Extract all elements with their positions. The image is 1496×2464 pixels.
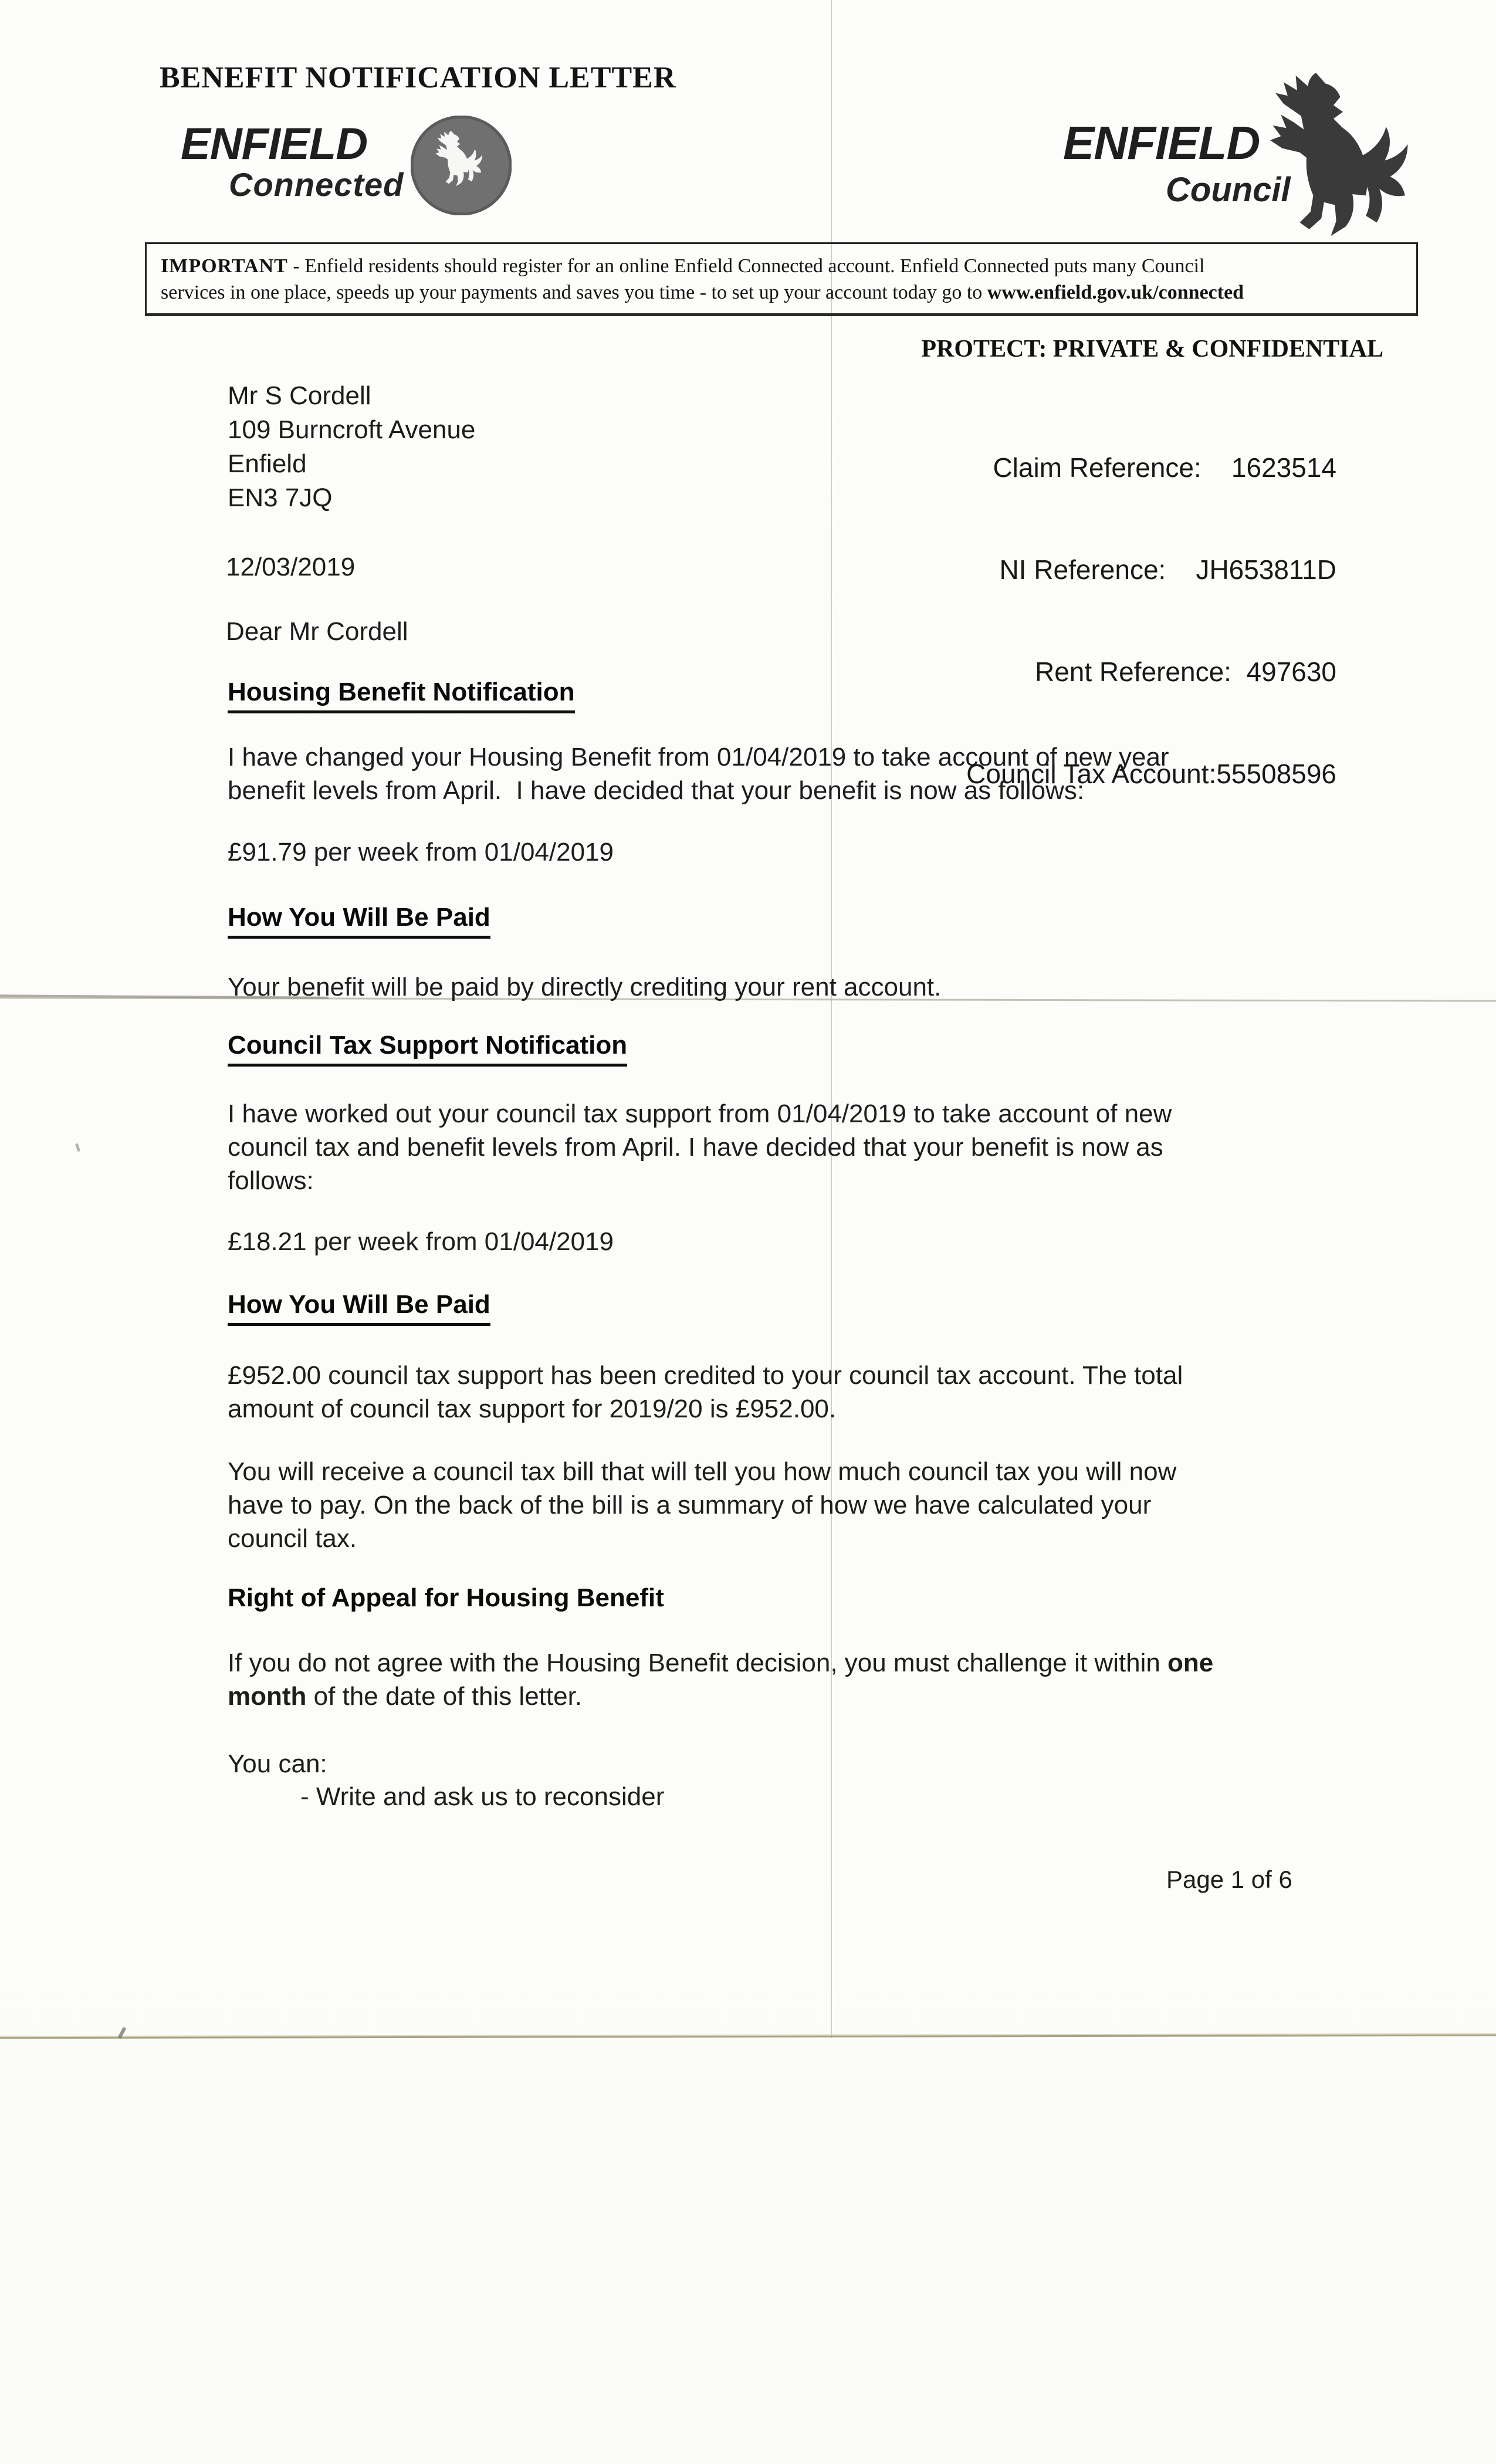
council-tax-account: Council Tax Account:55508596 — [966, 759, 1336, 789]
enfield-connected-tagline: Connected — [229, 166, 404, 203]
important-notice-box — [145, 242, 1418, 316]
housing-benefit-amount: £91.79 per week from 01/04/2019 — [228, 838, 614, 867]
enfield-council-tagline: Council — [1166, 171, 1291, 209]
recipient-address — [228, 379, 475, 515]
page-number: Page 1 of 6 — [1166, 1866, 1292, 1893]
important-notice-line1: IMPORTANT - Enfield residents should register for an online Enfield Connected account. Enfield Connected puts many Council — [161, 255, 1205, 277]
claim-reference: Claim Reference: 1623514 — [993, 452, 1336, 483]
rent-reference: Rent Reference: 497630 — [1034, 656, 1336, 687]
enfield-connected-wordmark: ENFIELD — [181, 119, 368, 169]
para-council-tax-support: I have worked out your council tax support from 01/04/2019 to take account of new council tax and benefit levels from April. I have decided that your benefit is now as follows: — [228, 1099, 1172, 1195]
enfield-connected-emblem — [411, 116, 512, 215]
address-line-street: 109 Burncroft Avenue — [228, 415, 476, 444]
heading-how-you-will-be-paid-1: How You Will Be Paid — [228, 903, 490, 939]
appeal-option-write-reconsider: - Write and ask us to reconsider — [300, 1782, 665, 1811]
heading-how-you-will-be-paid-2: How You Will Be Paid — [228, 1291, 490, 1326]
para-right-of-appeal: If you do not agree with the Housing Benefit decision, you must challenge it within one month of the date of this letter. — [228, 1649, 1214, 1711]
address-line-town: Enfield — [228, 449, 307, 478]
scan-speck — [75, 1143, 80, 1152]
connected-url: www.enfield.gov.uk/connected — [987, 282, 1244, 303]
ni-reference: NI Reference: JH653811D — [999, 554, 1336, 585]
heading-right-of-appeal: Right of Appeal for Housing Benefit — [228, 1583, 664, 1612]
para-housing-benefit-change: I have changed your Housing Benefit from 01/04/2019 to take account of new year benefit levels from April. I have decided that your benefit is now as follows: — [228, 743, 1169, 805]
address-line-postcode: EN3 7JQ — [228, 483, 333, 512]
document-title: BENEFIT NOTIFICATION LETTER — [160, 61, 676, 94]
para-how-paid-housing: Your benefit will be paid by directly crediting your rent account. — [228, 973, 942, 1001]
you-can-label: You can: — [228, 1749, 327, 1778]
address-line-name: Mr S Cordell — [228, 381, 371, 410]
letter-date: 12/03/2019 — [226, 553, 356, 581]
heading-council-tax-support-notification: Council Tax Support Notification — [228, 1031, 627, 1067]
important-label: IMPORTANT — [161, 255, 288, 277]
enfield-beast-icon — [1266, 66, 1414, 242]
council-tax-support-amount: £18.21 per week from 01/04/2019 — [228, 1227, 614, 1256]
important-notice-line2: services in one place, speeds up your payments and saves you time - to set up your account today go to www.enfield.gov.uk/connected — [161, 282, 1244, 303]
salutation: Dear Mr Cordell — [226, 617, 408, 646]
para-council-tax-bill: You will receive a council tax bill that will tell you how much council tax you will now have to pay. On the back of the bill is a summary of how we have calculated your council tax. — [228, 1457, 1177, 1553]
enfield-council-wordmark: ENFIELD — [1063, 117, 1260, 169]
heading-housing-benefit-notification: Housing Benefit Notification — [228, 678, 575, 713]
protect-marking: PROTECT: PRIVATE & CONFIDENTIAL — [921, 336, 1383, 363]
para-council-tax-credited: £952.00 council tax support has been credited to your council tax account. The total amount of council tax support for 2019/20 is £952.00. — [228, 1361, 1183, 1423]
